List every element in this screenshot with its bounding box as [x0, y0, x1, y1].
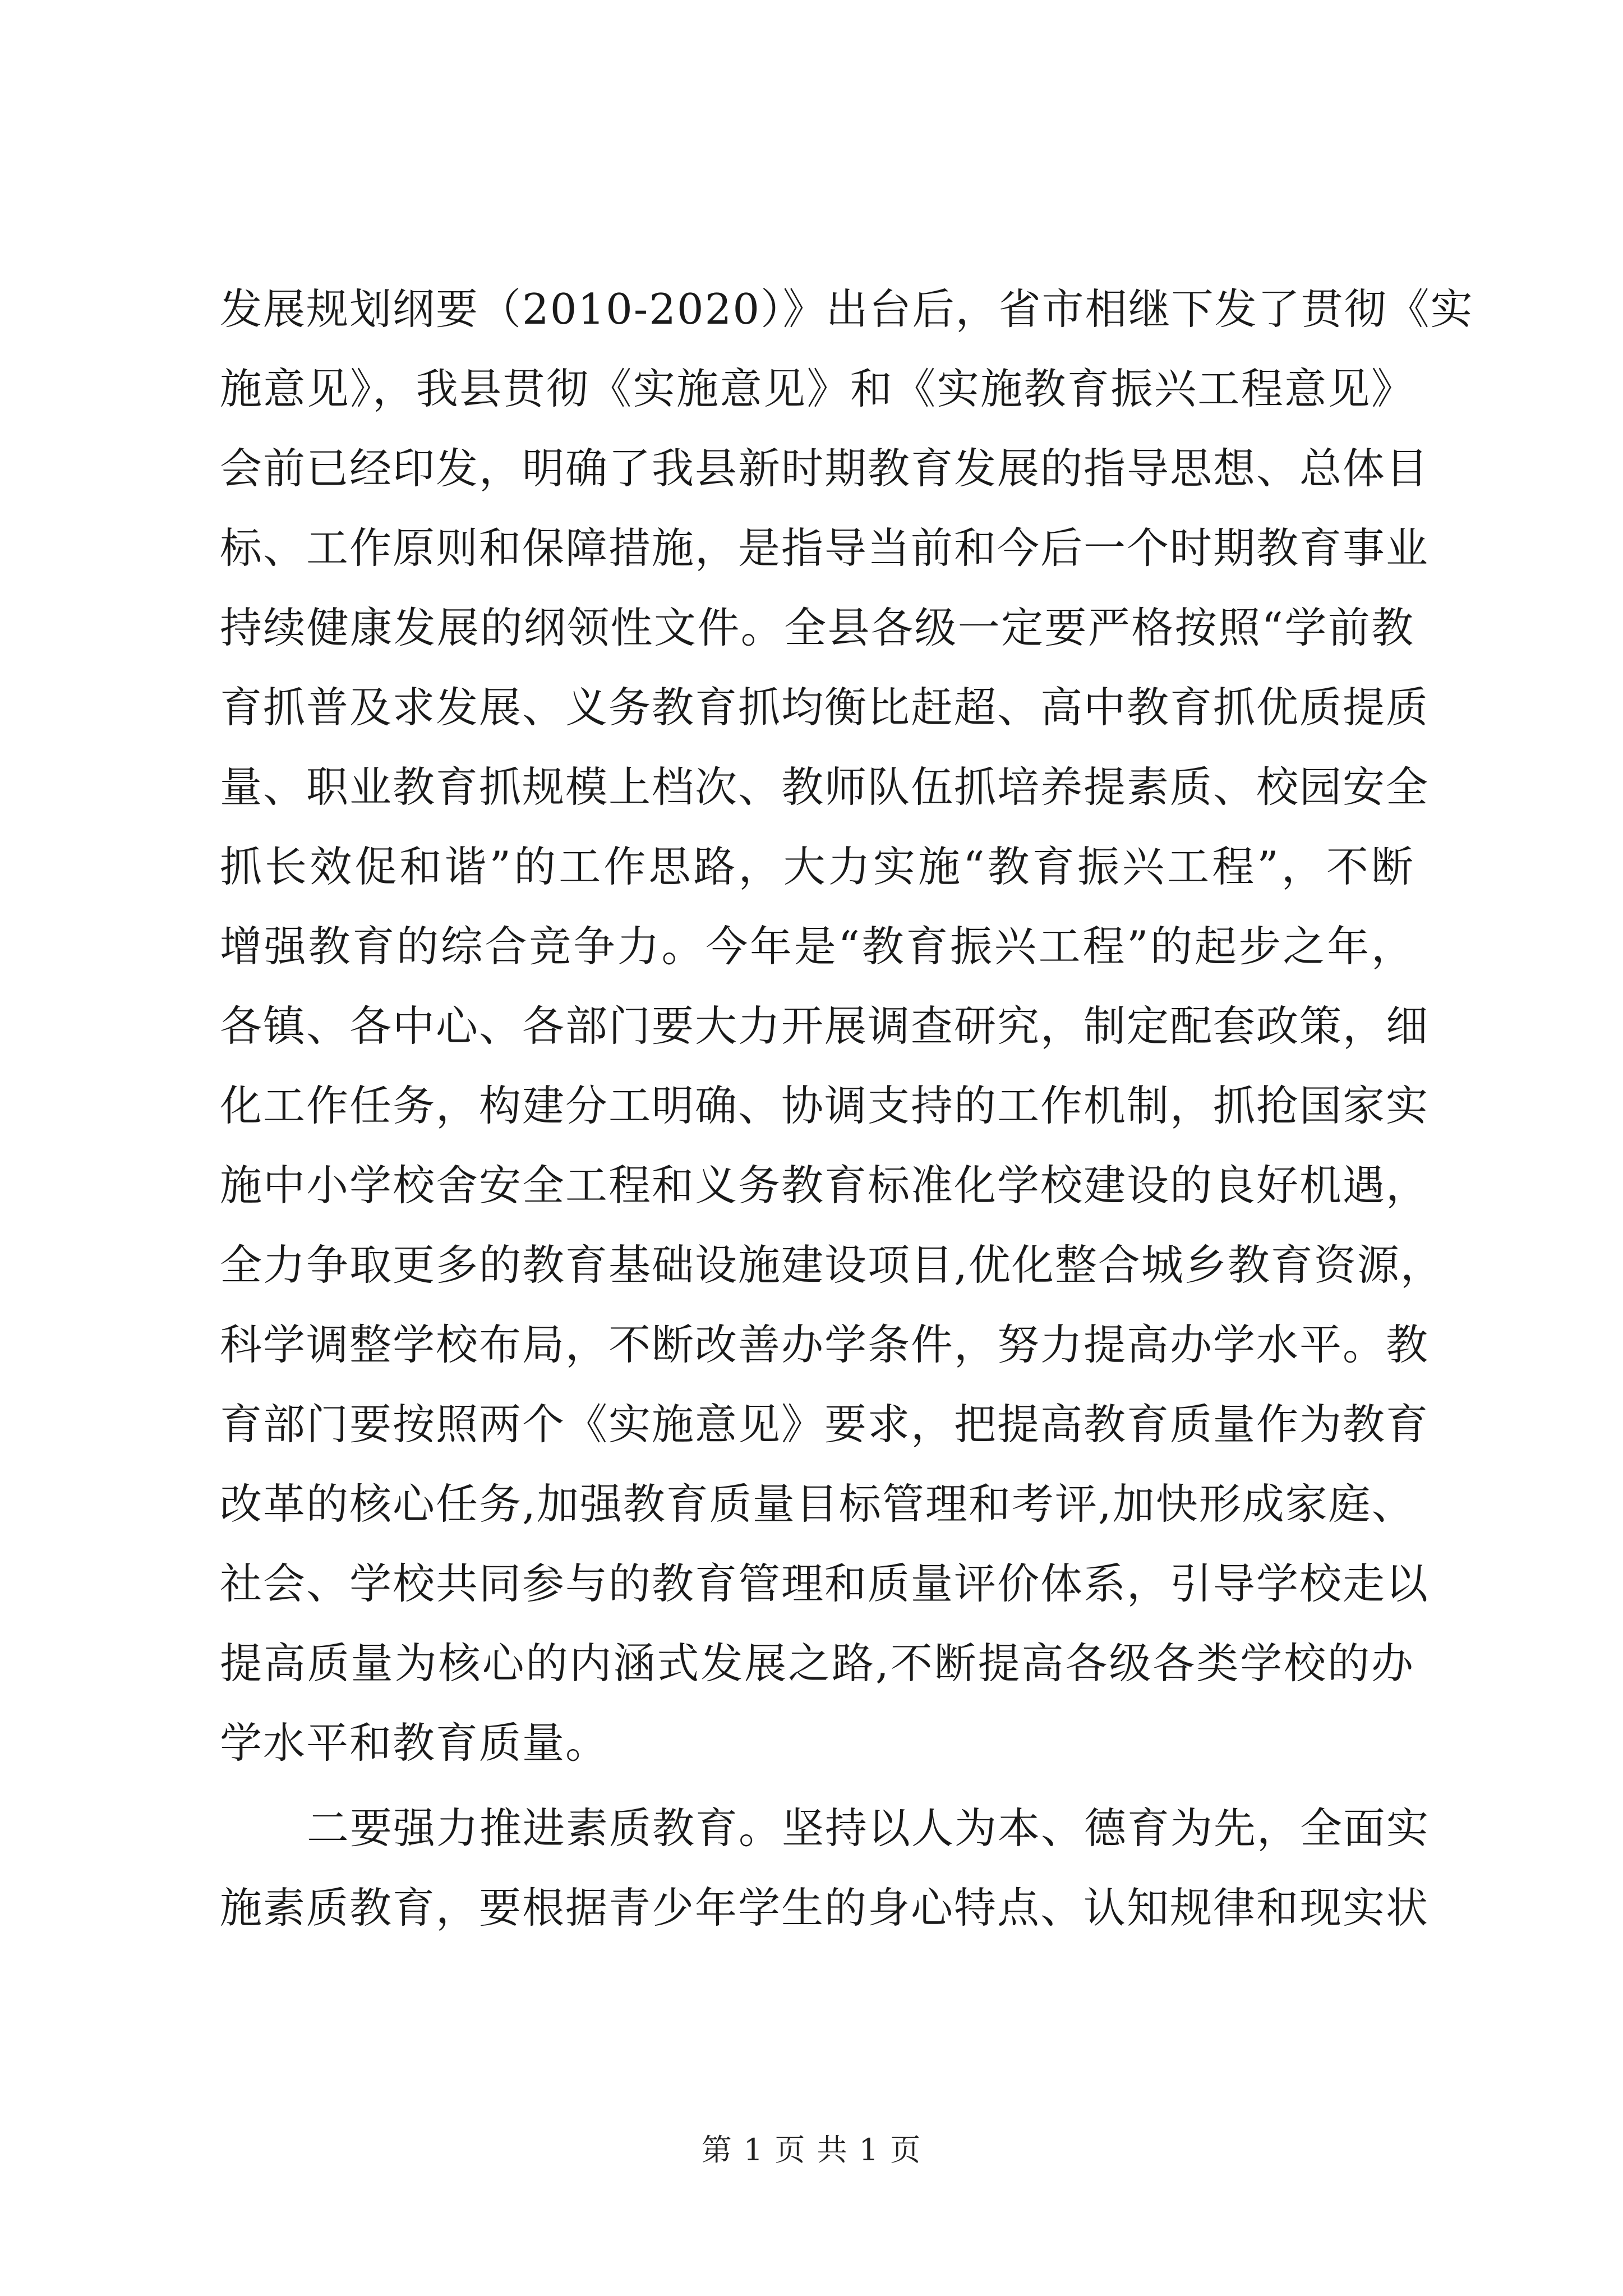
text-line: 科学调整学校布局，不断改善办学条件，努力提高办学水平。教 — [220, 1320, 1430, 1369]
text-line: 持续健康发展的纲领性文件。全县各级一定要严格按照“学前教 — [220, 603, 1414, 652]
text-line: 全力争取更多的教育基础设施建设项目,优化整合城乡教育资源， — [220, 1240, 1444, 1290]
text-line: 增强教育的综合竞争力。今年是“教育振兴工程”的起步之年， — [220, 922, 1414, 971]
paragraph-spacer — [220, 1783, 1414, 1788]
text-line: 各镇、各中心、各部门要大力开展调查研究，制定配套政策，细 — [220, 1001, 1430, 1051]
text-line: 发展规划纲要（2010-2020）》出台后，省市相继下发了贯彻《实 — [220, 284, 1474, 334]
page-number-footer: 第 1 页 共 1 页 — [701, 2132, 922, 2168]
text-line: 提高质量为核心的内涵式发展之路,不断提高各级各类学校的办 — [220, 1639, 1414, 1688]
text-line: 改革的核心任务,加强教育质量目标管理和考评,加快形成家庭、 — [220, 1479, 1415, 1529]
text-line: 化工作任务，构建分工明确、协调支持的工作机制，抓抢国家实 — [220, 1081, 1430, 1130]
document-body — [220, 269, 1474, 1948]
text-line: 施中小学校舍安全工程和义务教育标准化学校建设的良好机遇， — [220, 1161, 1430, 1210]
text-line: 育抓普及求发展、义务教育抓均衡比赶超、高中教育抓优质提质 — [220, 683, 1430, 732]
text-line: 社会、学校共同参与的教育管理和质量评价体系，引导学校走以 — [220, 1559, 1430, 1608]
text-line: 施意见》，我县贯彻《实施意见》和《实施教育振兴工程意见》 — [220, 364, 1414, 413]
text-line: 学水平和教育质量。 — [220, 1718, 609, 1768]
text-line: 会前已经印发，明确了我县新时期教育发展的指导思想、总体目 — [220, 444, 1430, 493]
paragraph-2-first-line: 二要强力推进素质教育。坚持以人为本、德育为先，全面实 — [307, 1803, 1430, 1853]
text-line: 施素质教育，要根据青少年学生的身心特点、认知规律和现实状 — [220, 1883, 1430, 1932]
text-line: 量、职业教育抓规模上档次、教师队伍抓培养提素质、校园安全 — [220, 762, 1430, 812]
text-line: 抓长效促和谐”的工作思路，大力实施“教育振兴工程”，不断 — [220, 842, 1414, 891]
text-line: 育部门要按照两个《实施意见》要求，把提高教育质量作为教育 — [220, 1400, 1430, 1449]
text-line: 标、工作原则和保障措施，是指导当前和今后一个时期教育事业 — [220, 523, 1430, 573]
